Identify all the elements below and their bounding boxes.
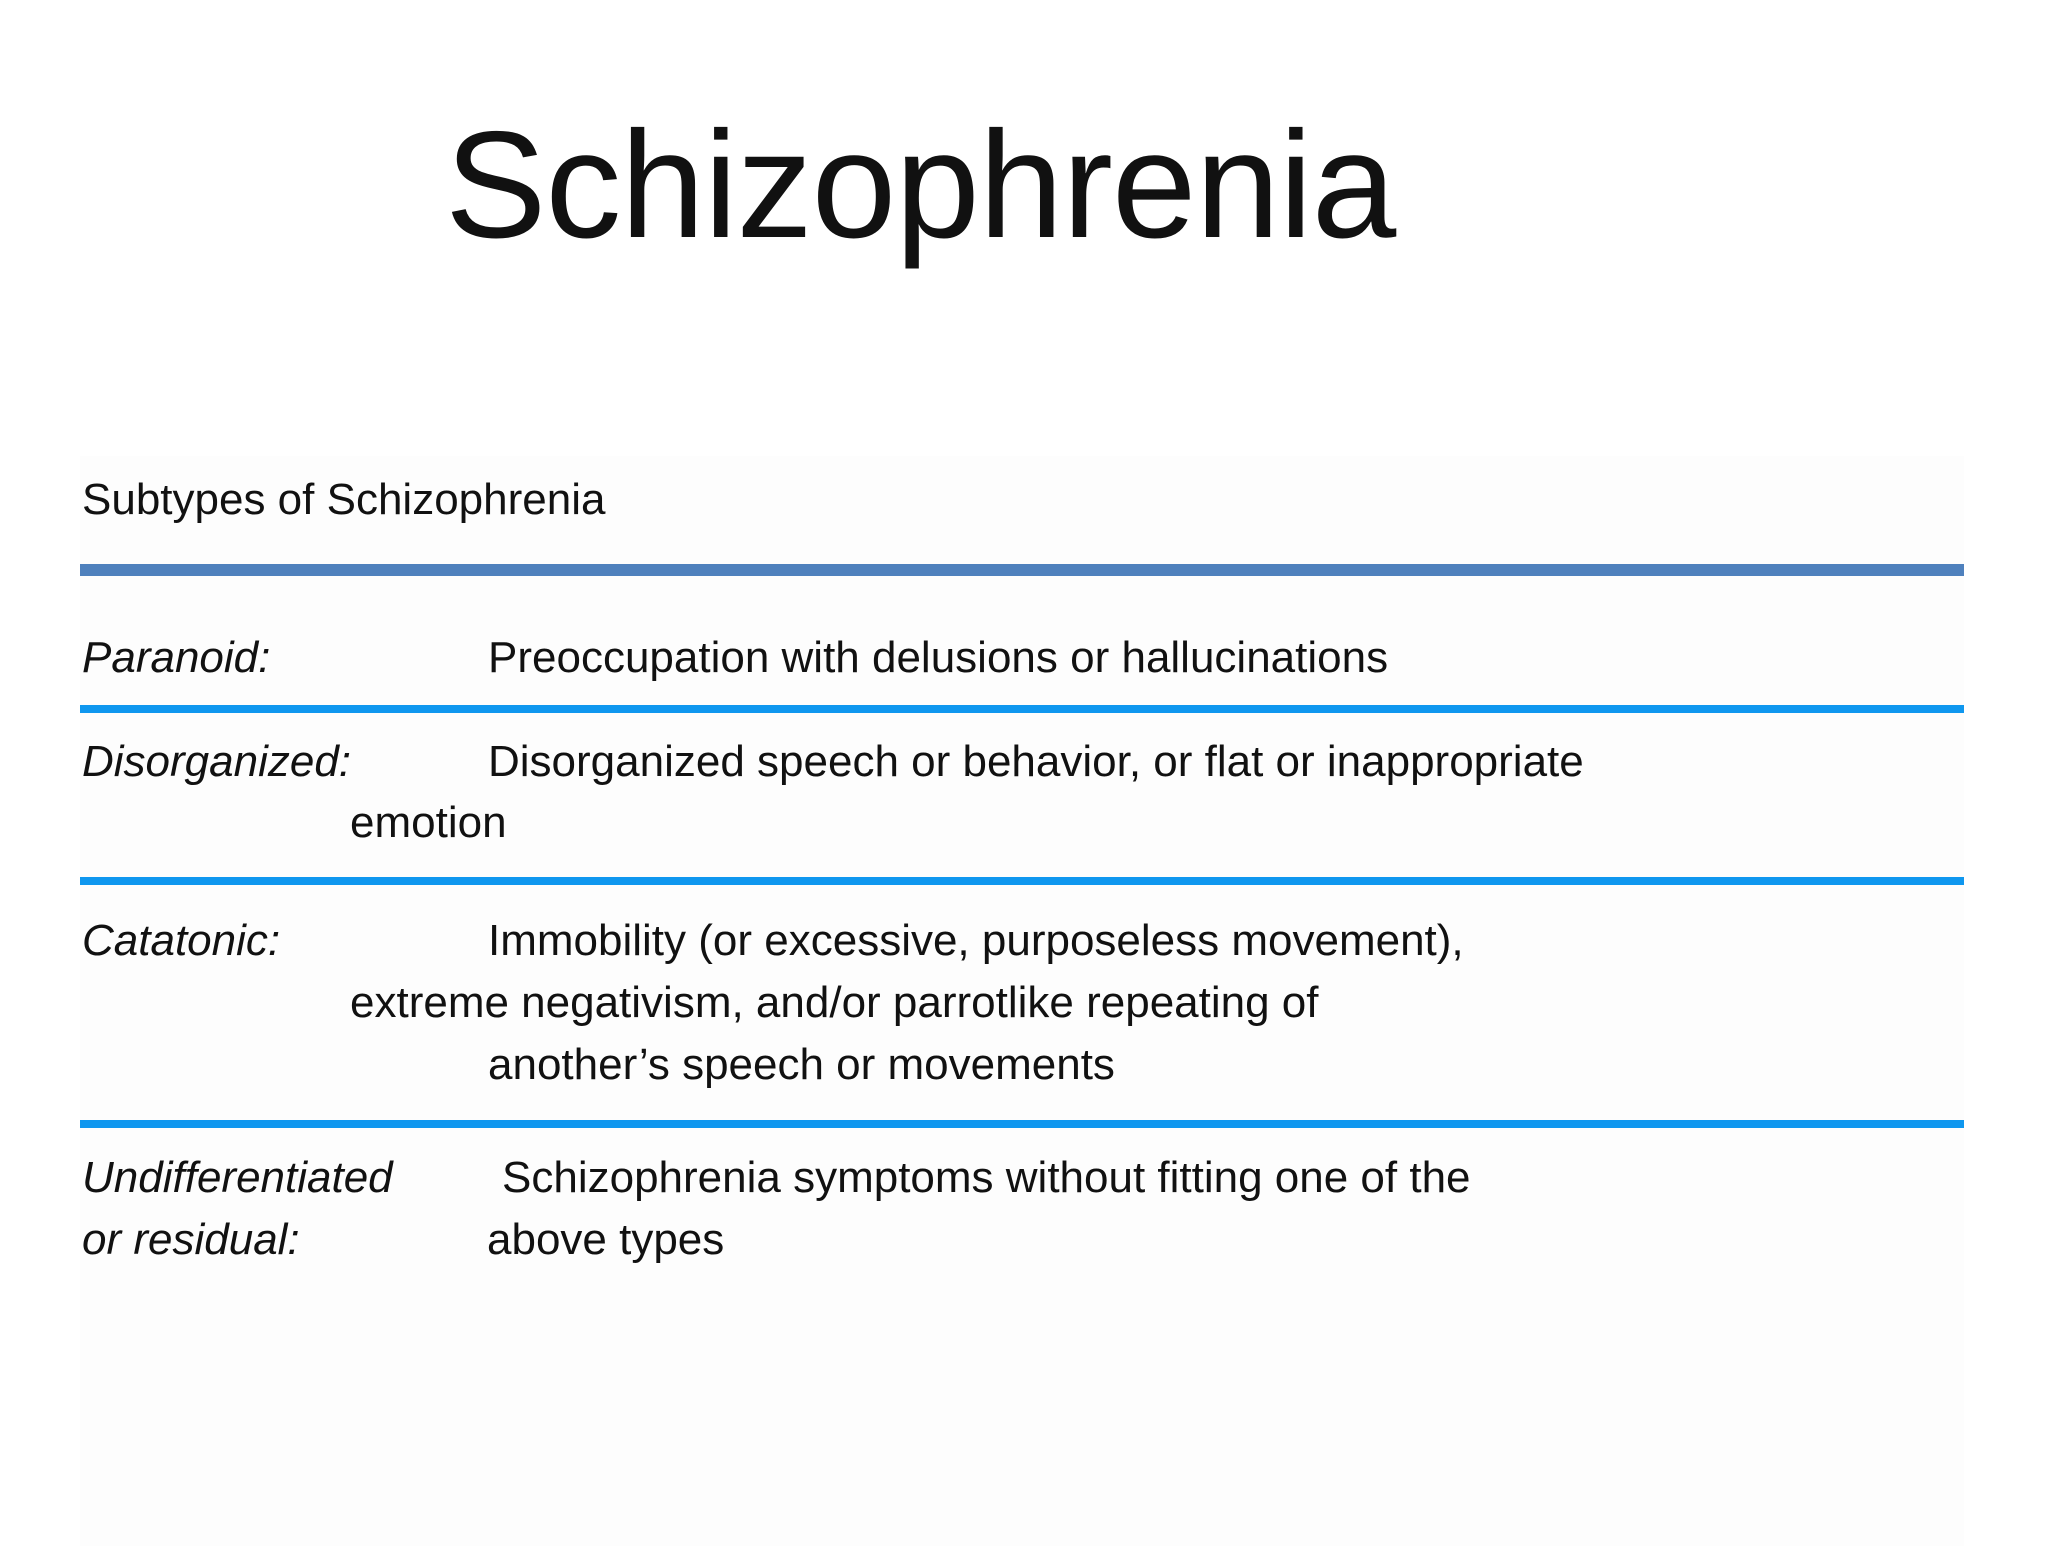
header-rule [80, 564, 1964, 576]
subtype-description: Disorganized speech or behavior, or flat or inappropriate [488, 737, 1584, 786]
table-heading: Subtypes of Schizophrenia [82, 475, 606, 524]
subtype-term: Disorganized: [82, 737, 352, 786]
subtype-description: Schizophrenia symptoms without fitting one of the [502, 1153, 1471, 1202]
row-divider [80, 1120, 1964, 1128]
subtype-description: emotion [350, 798, 507, 847]
subtype-term: or residual: [82, 1215, 300, 1264]
slide-title: Schizophrenia [445, 100, 1396, 270]
subtype-term: Catatonic: [82, 916, 281, 965]
row-divider [80, 877, 1964, 885]
subtype-term: Paranoid: [82, 633, 271, 682]
subtype-description: Preoccupation with delusions or hallucinations [488, 633, 1389, 682]
row-divider [80, 705, 1964, 713]
subtype-description: extreme negativism, and/or parrotlike repeating of [350, 978, 1319, 1027]
subtype-description: Immobility (or excessive, purposeless movement), [488, 916, 1464, 965]
subtype-description: above types [487, 1215, 725, 1264]
subtype-term: Undifferentiated [82, 1153, 393, 1202]
subtype-description: another’s speech or movements [488, 1040, 1115, 1089]
